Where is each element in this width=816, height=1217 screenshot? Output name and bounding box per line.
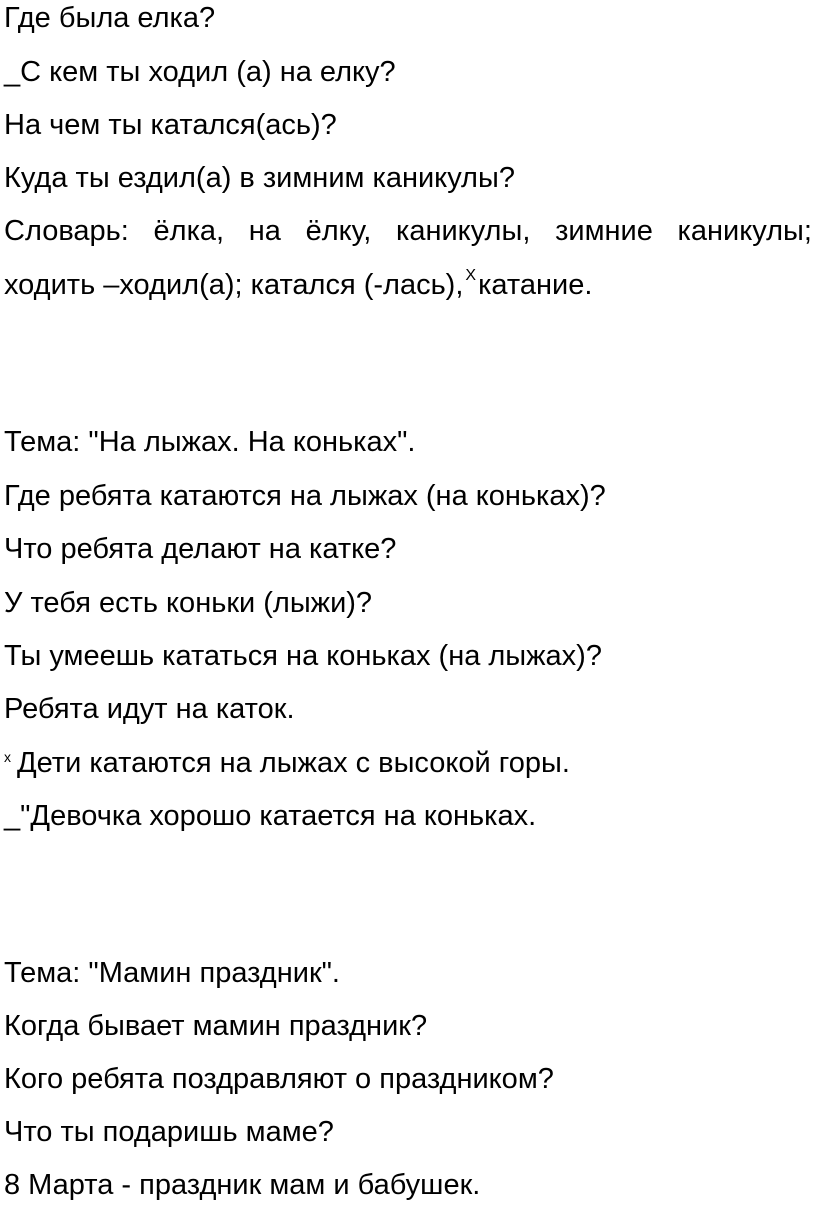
vocab-word: на [248,215,281,247]
question-line: _С кем ты ходил (а) на елку? [4,56,396,88]
sentence-line [4,745,570,785]
question-line: Где ребята катаются на лыжах (на коньках)? [4,480,606,512]
vocab-text: катание. [478,269,593,301]
vocab-word: каникулы; [677,215,812,247]
question-line: Когда бывает мамин праздник? [4,1010,428,1042]
sentence-text: Дети катаются на лыжах с высокой горы. [17,747,570,779]
sentence-line: _"Девочка хорошо катается на коньках. [4,800,537,832]
vocab-word: зимние [555,215,653,247]
topic-heading: Тема: "На лыжах. На коньках". [4,426,416,458]
vocab-word: каникулы, [396,215,531,247]
question-line: Что ты подаришь маме? [4,1116,334,1148]
question-line: Что ребята делают на катке? [4,533,397,565]
question-line: Куда ты ездил(а) в зимним каникулы? [4,162,515,194]
vocab-word: ёлку, [305,215,372,247]
handwritten-mark: X [465,267,477,284]
vocabulary-line [4,213,812,249]
sentence-line: Ребята идут на каток. [4,693,295,725]
sentence-line: 8 Марта - праздник мам и бабушек. [4,1169,481,1201]
vocab-word: Словарь: [4,215,129,247]
topic-heading: Тема: "Мамин праздник". [4,957,340,989]
question-line: Ты умеешь кататься на коньках (на лыжах)? [4,640,602,672]
vocab-text: ходить –ходил(а); катался (-лась), [4,269,464,301]
vocabulary-line-continued [4,267,592,308]
question-line: Где была елка? [4,2,216,34]
question-line: У тебя есть коньки (лыжи)? [4,587,373,619]
vocab-word: ёлка, [153,215,225,247]
handwritten-mark: x [4,749,11,765]
question-line: Кого ребята поздравляют о праздником? [4,1063,554,1095]
question-line: На чем ты катался(ась)? [4,109,337,141]
